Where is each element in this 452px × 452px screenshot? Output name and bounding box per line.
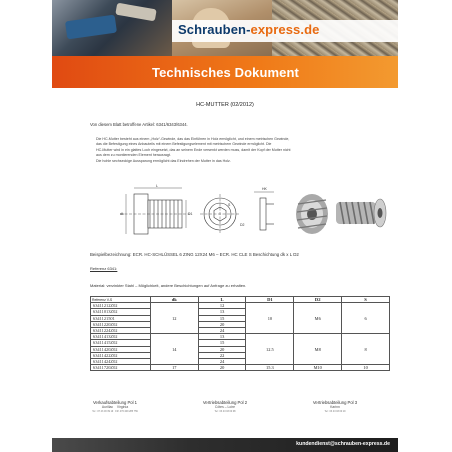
cell-s: 6 [342, 303, 390, 334]
insert-nut-render-side [336, 199, 386, 227]
bottom-bar [52, 438, 398, 452]
footer-phone: Tel : 03 43 03 00 08 [214, 410, 236, 413]
spec-table [90, 296, 390, 371]
col-header-l: L [198, 297, 246, 303]
col-header-d1: D1 [246, 297, 294, 303]
footer-subtitle: Côtes – Loire [214, 405, 236, 409]
header-banner [52, 0, 398, 88]
cell-l: 15 [198, 315, 246, 321]
cell-s: 10 [342, 365, 390, 371]
footer-phone-2: FR: 476 409 285 759 [115, 410, 138, 413]
cell-reference: 63411212Z02 [91, 303, 151, 309]
cell-reference: 63411220Z02 [91, 321, 151, 327]
footer-region: Aurillac [101, 405, 114, 409]
cell-reference: 63411013Z02 [91, 309, 151, 315]
cell-l: 22 [198, 352, 246, 358]
footer-pol-1 [60, 400, 170, 414]
dim-label-hk: HK [262, 187, 267, 191]
dim-label-d2: D2 [240, 223, 245, 227]
cell-l: 24 [198, 358, 246, 364]
cell-l: 20 [198, 346, 246, 352]
cell-reference: 63411224Z02 [91, 327, 151, 333]
cell-d1: 12.5 [246, 334, 294, 365]
title-bar [52, 56, 398, 88]
footer-title: Vertriebsabteilung Pol 2 [202, 400, 248, 405]
description [96, 137, 386, 164]
cell-dk: 14 [150, 334, 198, 365]
technical-drawings [90, 182, 390, 246]
tool-image [115, 3, 156, 22]
footer-phone: Tel : 03 43 03 00 19 [324, 410, 346, 413]
cell-l: 13 [198, 334, 246, 340]
description-line: Die hohle sechseckige Aussparung ermöglicht das Eindrehen der Mutter in das Holz. [96, 158, 231, 163]
description-line: HC-Mutter wird in ein glattes Loch eingesetzt, das an seinem Ende versenkt werden muss, damit der Kopf der Mutter nicht [96, 147, 291, 152]
tools-photo [52, 0, 172, 56]
contact-email-link[interactable]: kundendienst@schrauben-express.de [296, 441, 390, 447]
cell-reference: 63411415Z02 [91, 340, 151, 346]
reference-label: Referenz 6341: [90, 266, 118, 271]
banner-title: Technisches Dokument [152, 65, 299, 80]
cell-d2: M10 [294, 365, 342, 371]
col-header-d2: D2 [294, 297, 342, 303]
cell-d2: M8 [294, 334, 342, 365]
dim-label-dk: dk [120, 212, 124, 216]
cell-reference: 63411424Z02 [91, 358, 151, 364]
cell-reference: 6341121501 [91, 315, 151, 321]
description-line: aus dem zu montierenden Element herausragt. [96, 153, 171, 158]
cell-dk: 17 [150, 365, 198, 371]
dim-label-s: S [228, 203, 231, 207]
col-header-s: S [342, 297, 390, 303]
col-header-reference: Referenz V-S [91, 297, 151, 303]
example-designation: Beispielbezeichnung: ECR. HC-SCHLÜSSEL 6 ZING 12X24 M6 – ECR. HC CLE S Beschichtung dk x L D2 [90, 252, 299, 257]
col-header-dk: dk [150, 297, 198, 303]
footer-title: Vertriebsabteilung Pol 3 [312, 400, 358, 405]
cell-d1: 15.3 [246, 365, 294, 371]
brand-logo[interactable] [178, 22, 319, 37]
footer-pol-3 [280, 400, 390, 414]
head-detail-drawing [254, 192, 274, 230]
footer-region-2: Virginia [116, 405, 129, 409]
document-title: HC-MUTTER (02/2012) [196, 102, 254, 108]
footer-subtitle: Karinn [330, 405, 340, 409]
description-line: das die Befestigung eines Anbauteils mit einem Befestigungselement mit metrischem Gewinde ermöglicht. Die [96, 142, 272, 147]
affected-articles: Von diesem Blatt betroffene Artikel: 6341/6343/6344. [90, 122, 188, 127]
screwdriver-image [65, 15, 117, 40]
cell-reference: 63411420Z02 [91, 346, 151, 352]
cell-l: 20 [198, 365, 246, 371]
footer-pol-2 [170, 400, 280, 414]
table-row [91, 365, 390, 371]
cell-s: 8 [342, 334, 390, 365]
cell-dk: 12 [150, 303, 198, 334]
cell-d1: 10 [246, 303, 294, 334]
dim-label-l: L [156, 184, 158, 188]
cell-l: 12 [198, 303, 246, 309]
description-line: Die HC-Mutter besteht aus einem „Holz“-Gewinde, das das Einführen in Holz ermöglicht, und einem metrischen Gewinde, [96, 137, 290, 141]
cell-l: 15 [198, 340, 246, 346]
material-note: Material: verzinkter Stahl – Möglichkeit, andere Beschichtungen auf Anfrage zu erhalten. [90, 283, 247, 288]
insert-nut-render-front [296, 194, 328, 234]
cell-reference: 63411720Z02 [91, 365, 151, 371]
footer-phone [60, 410, 170, 414]
cell-l: 24 [198, 327, 246, 333]
cell-l: 20 [198, 321, 246, 327]
cell-reference: 63411422Z02 [91, 352, 151, 358]
brand-name: Schrauben- [178, 22, 251, 37]
footer-phone-1: Tel : 07 43 03 39 19 [92, 410, 114, 413]
dim-label-d1: D1 [188, 212, 193, 216]
document-page [52, 0, 398, 452]
brand-domain: express.de [250, 22, 320, 37]
footer-title: Verkaufsabteilung Pol 1 [93, 400, 137, 405]
side-view-drawing [120, 188, 190, 234]
front-view-drawing [200, 194, 240, 234]
cell-reference: 63411413Z02 [91, 334, 151, 340]
cell-d2: M6 [294, 303, 342, 334]
cell-l: 13 [198, 309, 246, 315]
